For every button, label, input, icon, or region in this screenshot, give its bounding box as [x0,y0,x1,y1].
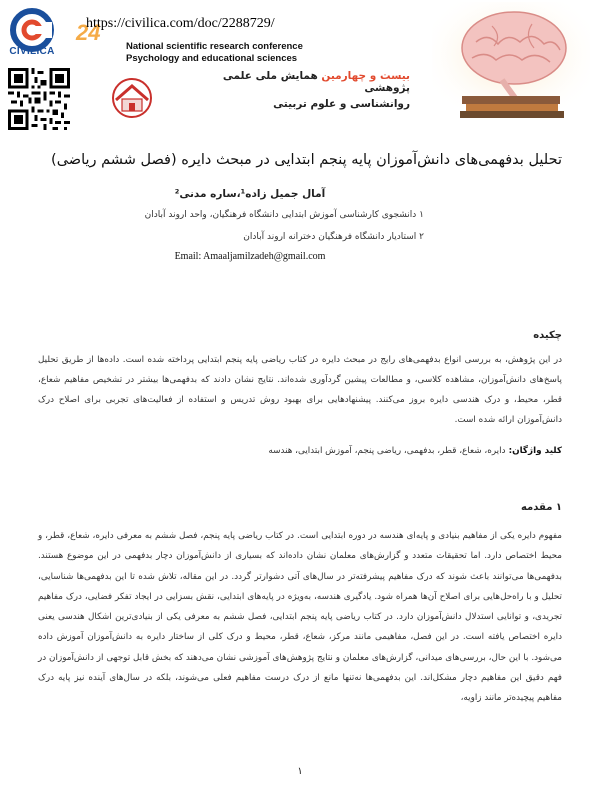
conference-ordinal-fa: بیست و چهارمین [321,70,410,82]
introduction-text: مفهوم دایره یکی از مفاهیم بنیادی و پایه‌ای هندسه در دوره ابتدایی است. در کتاب ریاضی پایه پنجم، فصل ششم به معرفی دایره، شعاع، قطر، و محیط اختصاص دارد. اما تحقیقات متعدد و گزارش‌های معلمان نشان داده‌اند که بسیاری از دانش‌آموزان دچار بدفهمی در این موضوع هستند. بدفهمی‌ها می‌توانند باعث شوند که درک مفاهیم پیشرفته‌تر در سال‌های آتی دشوارتر گردد. در این مقاله، تلاش شده تا این بدفهمی‌ها شناسایی، تحلیل و با راه‌حل‌هایی برای اصلاح آن‌ها همراه شود. یادگیری هندسه، به‌ویژه در پایه‌های ابتدایی، نقش بسزایی در ایجاد تفکر فضایی، درک مفاهیم تجریدی، و توانایی استدلال دانش‌آموزان دارد. در کتاب ریاضی پایه پنجم ابتدایی، فصل ششم به معرفی یکی از بنیادی‌ترین اشکال هندسی یعنی دایره اختصاص یافته است. در این فصل، مفاهیمی مانند مرکز، شعاع، قطر، محیط و درک کلی از ساختار دایره به دانش‌آموزان آموزش داده می‌شود. با این حال، بررسی‌های میدانی، گزارش‌های معلمان و نتایج پژوهش‌های آموزشی نشان می‌دهند که بخش قابل توجهی از دانش‌آموزان در فهم دقیق این مفاهیم دچار مشکل‌اند. این بدفهمی‌ها نه‌تنها مانع از درک درست مفاهیم فعلی می‌شوند، بلکه در سال‌های آینده نیز پایه درک مفاهیم پیچیده‌تر مانند زاویه، [38,531,562,704]
conference-title-en-line1: National scientific research conference [126,41,303,52]
qr-code[interactable] [8,68,70,130]
paper-title: تحلیل بدفهمی‌های دانش‌آموزان پایه پنجم ابتدایی در مبحث دایره (فصل ششم ریاضی) [51,152,562,168]
document-url[interactable]: https://civilica.com/doc/2288729/ [86,16,275,31]
paper-authors: آمال جمیل زاده¹،ساره مدنی² [174,188,326,200]
house-logo [106,78,158,118]
page-number: ۱ [297,766,303,777]
keywords [38,446,562,456]
conference-title-en-line2: Psychology and educational sciences [126,53,298,64]
conference-title-fa [200,70,410,94]
affiliation-1: ۱ دانشجوی کارشناسی آموزش ابتدایی دانشگاه فرهنگیان، واحد اروند آبادان [144,210,424,220]
conference-number: 24 [76,20,101,45]
affiliation-2: ۲ استادیار دانشگاه فرهنگیان دخترانه اروند آبادان [243,232,424,242]
brain-books-illustration [432,2,590,120]
conference-subtitle-fa: روانشناسی و علوم تربیتی [273,98,410,110]
author-email: Email: Amaaljamilzadeh@gmail.com [174,251,326,262]
conference-name-fa: همایش ملی علمی پژوهشی [222,70,410,94]
keywords-label: کلید واژگان: [505,446,562,456]
keywords-list: دایره، شعاع، قطر، بدفهمی، ریاضی پنجم، آموزش ابتدایی، هندسه [268,446,506,456]
civilica-brand: CIVILICA [9,46,55,57]
abstract-text: در این پژوهش، به بررسی انواع بدفهمی‌های رایج در مبحث دایره در کتاب ریاضی پایه پنجم ابتدایی پرداخته شده است. داده‌ها از طریق تحلیل پاسخ‌های دانش‌آموزان، مشاهده کلاسی، و مطالعات پیشین گردآوری شده‌اند. نتایج نشان دادند که بدفهمی‌ها بیشتر در تشخیص مفاهیم شعاع، قطر، محیط، و درک هندسی دایره بروز می‌کنند. پیشنهادهایی برای بهبود روش تدریس و استفاده از فعالیت‌های تجربی برای اصلاح درک دانش‌آموزان ارائه شده است. [38,355,562,425]
abstract-heading: چکیده [533,330,562,341]
introduction-heading: ۱ مقدمه [520,502,562,513]
